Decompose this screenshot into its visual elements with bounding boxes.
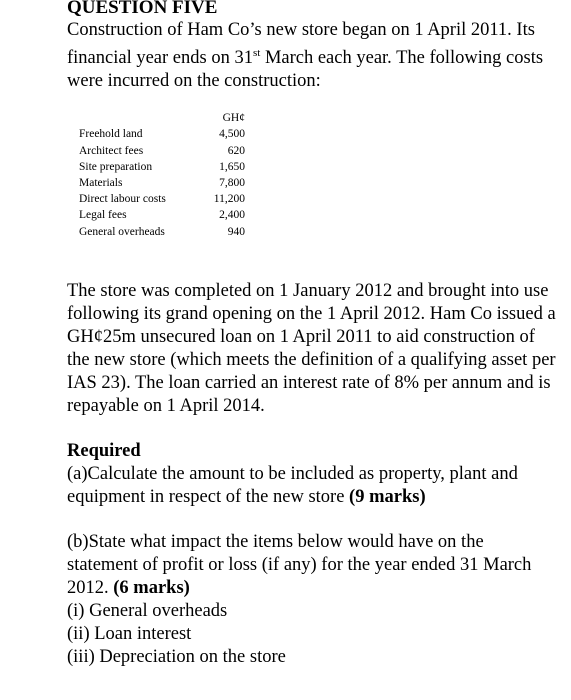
table-row [79, 143, 245, 159]
cost-table-header-row [79, 110, 245, 126]
question-page [67, 0, 557, 669]
table-row [79, 126, 245, 142]
table-row [79, 224, 245, 240]
intro-text-end: March each year. The following costs were incurred on the construction: [67, 48, 544, 92]
cost-item-label: Materials [79, 176, 123, 189]
cost-item-amount: 1,650 [219, 160, 245, 173]
part-a-question [67, 463, 557, 509]
cost-table-item-header [79, 110, 199, 126]
table-row [79, 191, 245, 207]
intro-superscript: st [252, 47, 261, 59]
cost-item-label: Site preparation [79, 160, 153, 173]
cost-item-amount: 620 [227, 144, 245, 157]
part-a-marks: (9 marks) [349, 486, 426, 507]
list-item: (i) General overheads [67, 600, 228, 621]
table-row [79, 175, 245, 191]
required-heading: Required [67, 440, 141, 461]
cost-item-label: Legal fees [79, 209, 127, 222]
cost-item-amount: 2,400 [219, 209, 245, 222]
table-row [79, 207, 245, 223]
cost-table [79, 110, 245, 240]
part-b-text: (b)State what impact the items below would have on the statement of profit or loss (if any) for the year ended 31 March 2012. [67, 531, 532, 598]
currency-header: GH¢ [222, 112, 245, 125]
part-a-text: (a)Calculate the amount to be included as property, plant and equipment in respect of the new store [67, 463, 518, 507]
cost-item-amount: 11,200 [213, 193, 245, 206]
intro-text-start: Construction of Ham Co’s new store began on 1 April 2011. Its financial year ends on 31 [67, 20, 535, 69]
cost-item-amount: 940 [227, 225, 245, 238]
cost-item-label: General overheads [79, 225, 165, 238]
part-b-question [67, 531, 557, 600]
cost-item-label: Direct labour costs [79, 193, 166, 206]
list-item: (iii) Depreciation on the store [67, 646, 286, 667]
part-b-items [67, 600, 557, 669]
cost-item-label: Architect fees [79, 144, 144, 157]
question-heading: QUESTION FIVE [67, 0, 218, 18]
cost-item-label: Freehold land [79, 128, 143, 141]
scenario-paragraph: The store was completed on 1 January 2012 and brought into use following its grand opening on the 1 April 2012. Ham Co issued a GH¢25m unsecured loan on 1 April 2011 to aid construction of the new store (which meets the definition of a qualifying asset per IAS 23). The loan carried an interest rate of 8% per annum and is repayable on 1 April 2014. [67, 280, 556, 416]
list-item: (ii) Loan interest [67, 623, 192, 644]
cost-item-amount: 7,800 [219, 176, 245, 189]
table-row [79, 159, 245, 175]
part-b-marks: (6 marks) [113, 577, 190, 598]
cost-item-amount: 4,500 [219, 128, 245, 141]
intro-paragraph [67, 19, 557, 93]
